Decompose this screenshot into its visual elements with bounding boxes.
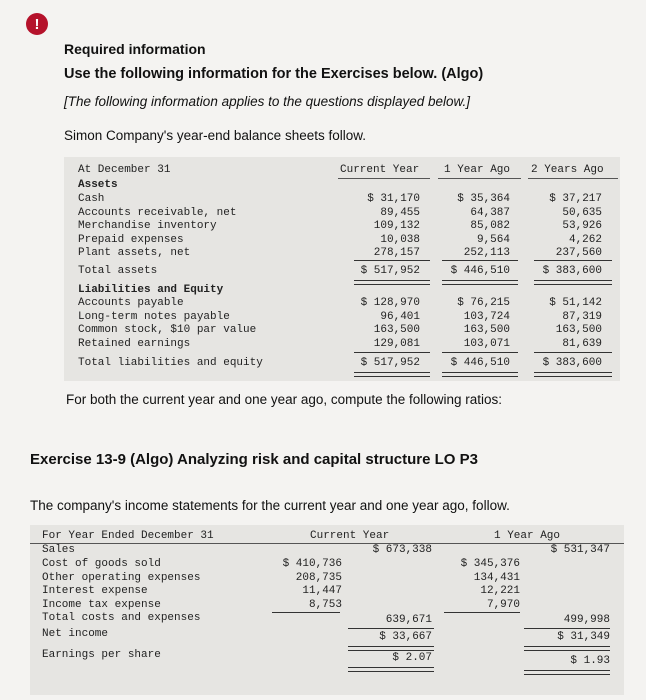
expense-row-label: Cost of goods sold bbox=[42, 558, 161, 570]
expense-row-current: 11,447 bbox=[302, 585, 342, 597]
total-assets-label: Total assets bbox=[78, 265, 158, 277]
total-costs-label: Total costs and expenses bbox=[42, 612, 201, 624]
assets-label: Assets bbox=[78, 179, 118, 191]
sales-current: $ 673,338 bbox=[372, 544, 432, 556]
liability-row-label: Long-term notes payable bbox=[78, 310, 230, 323]
eps-prior: $ 1.93 bbox=[570, 655, 610, 667]
income-heading: For Year Ended December 31 bbox=[42, 530, 214, 542]
asset-row-1yr: 252,113 bbox=[463, 247, 510, 259]
asset-row-2yr: $ 37,217 bbox=[549, 193, 602, 205]
total-assets-current: $ 517,952 bbox=[360, 265, 420, 277]
asset-row-label: Cash bbox=[78, 193, 105, 205]
required-heading: Required information bbox=[64, 41, 206, 57]
info-note: [The following information applies to the questions displayed below.] bbox=[64, 94, 470, 109]
col-2-years-ago: 2 Years Ago bbox=[531, 164, 604, 176]
liabilities-equity-label: Liabilities and Equity bbox=[78, 284, 224, 296]
liability-row-2yr: $ 51,142 bbox=[549, 297, 602, 309]
asset-row-current: $ 31,170 bbox=[367, 193, 420, 205]
total-liabilities-2yr: $ 383,600 bbox=[542, 357, 602, 369]
liability-row-label: Retained earnings bbox=[78, 337, 191, 350]
liability-row-2yr: 87,319 bbox=[562, 310, 602, 323]
total-assets-2yr: $ 383,600 bbox=[542, 265, 602, 277]
asset-row-current: 10,038 bbox=[380, 233, 420, 246]
use-info-heading: Use the following information for the Exercises below. (Algo) bbox=[64, 66, 484, 82]
asset-row-1yr: 64,387 bbox=[470, 206, 510, 219]
net-income-current: $ 33,667 bbox=[379, 631, 432, 643]
expense-row-current: 208,735 bbox=[295, 571, 342, 584]
asset-row-1yr: $ 35,364 bbox=[457, 193, 510, 205]
asset-row-label: Merchandise inventory bbox=[78, 220, 217, 232]
asset-row-label: Plant assets, net bbox=[78, 247, 191, 259]
expense-row-prior: 12,221 bbox=[480, 585, 520, 597]
alert-icon: ! bbox=[26, 13, 48, 35]
total-costs-prior: 499,998 bbox=[563, 614, 610, 626]
asset-row-current: 278,157 bbox=[373, 247, 420, 259]
asset-row-1yr: 85,082 bbox=[470, 220, 510, 232]
asset-row-label: Accounts receivable, net bbox=[78, 206, 237, 219]
asset-row-1yr: 9,564 bbox=[476, 233, 510, 246]
sales-label: Sales bbox=[42, 544, 76, 556]
asset-row-2yr: 53,926 bbox=[562, 220, 602, 232]
sales-prior: $ 531,347 bbox=[550, 544, 610, 556]
liability-row-1yr: 103,071 bbox=[463, 337, 510, 350]
asset-row-2yr: 50,635 bbox=[562, 206, 602, 219]
net-income-label: Net income bbox=[42, 628, 109, 640]
expense-row-prior: 7,970 bbox=[486, 598, 520, 611]
expense-row-label: Other operating expenses bbox=[42, 571, 201, 584]
liability-row-current: 163,500 bbox=[373, 324, 420, 336]
income-statement-intro: The company's income statements for the current year and one year ago, follow. bbox=[30, 498, 510, 513]
income-statement-table bbox=[30, 525, 624, 695]
liability-row-1yr: $ 76,215 bbox=[457, 297, 510, 309]
income-col-current: Current Year bbox=[310, 530, 390, 542]
exercise-title: Exercise 13-9 (Algo) Analyzing risk and capital structure LO P3 bbox=[30, 451, 478, 468]
liability-row-label: Common stock, $10 par value bbox=[78, 324, 257, 336]
liability-row-1yr: 163,500 bbox=[463, 324, 510, 336]
asset-row-2yr: 237,560 bbox=[555, 247, 602, 259]
asset-row-2yr: 4,262 bbox=[568, 233, 602, 246]
total-liabilities-label: Total liabilities and equity bbox=[78, 357, 263, 369]
liability-row-2yr: 163,500 bbox=[555, 324, 602, 336]
expense-row-current: 8,753 bbox=[308, 598, 342, 611]
liability-row-current: 96,401 bbox=[380, 310, 420, 323]
liability-row-2yr: 81,639 bbox=[562, 337, 602, 350]
expense-row-prior: 134,431 bbox=[473, 571, 520, 584]
total-costs-current: 639,671 bbox=[385, 614, 432, 626]
eps-label: Earnings per share bbox=[42, 649, 161, 661]
asset-row-current: 109,132 bbox=[373, 220, 420, 232]
liability-row-current: $ 128,970 bbox=[360, 297, 420, 309]
total-liabilities-1yr: $ 446,510 bbox=[450, 357, 510, 369]
income-col-prior: 1 Year Ago bbox=[494, 530, 561, 542]
eps-current: $ 2.07 bbox=[392, 652, 432, 664]
total-assets-1yr: $ 446,510 bbox=[450, 265, 510, 277]
liability-row-label: Accounts payable bbox=[78, 297, 184, 309]
balance-sheet-intro: Simon Company's year-end balance sheets follow. bbox=[64, 128, 366, 143]
expense-row-prior: $ 345,376 bbox=[460, 558, 520, 570]
expense-row-label: Interest expense bbox=[42, 585, 148, 597]
net-income-prior: $ 31,349 bbox=[557, 631, 610, 643]
balance-sheet-heading: At December 31 bbox=[78, 164, 171, 176]
asset-row-current: 89,455 bbox=[380, 206, 420, 219]
liability-row-current: 129,081 bbox=[373, 337, 420, 350]
asset-row-label: Prepaid expenses bbox=[78, 233, 184, 246]
col-1-year-ago: 1 Year Ago bbox=[444, 164, 511, 176]
compute-instruction: For both the current year and one year ago, compute the following ratios: bbox=[66, 392, 503, 407]
expense-row-current: $ 410,736 bbox=[282, 558, 342, 570]
liability-row-1yr: 103,724 bbox=[463, 310, 510, 323]
expense-row-label: Income tax expense bbox=[42, 598, 161, 611]
balance-sheet-table bbox=[64, 157, 620, 381]
col-current-year: Current Year bbox=[340, 164, 420, 176]
total-liabilities-current: $ 517,952 bbox=[360, 357, 420, 369]
